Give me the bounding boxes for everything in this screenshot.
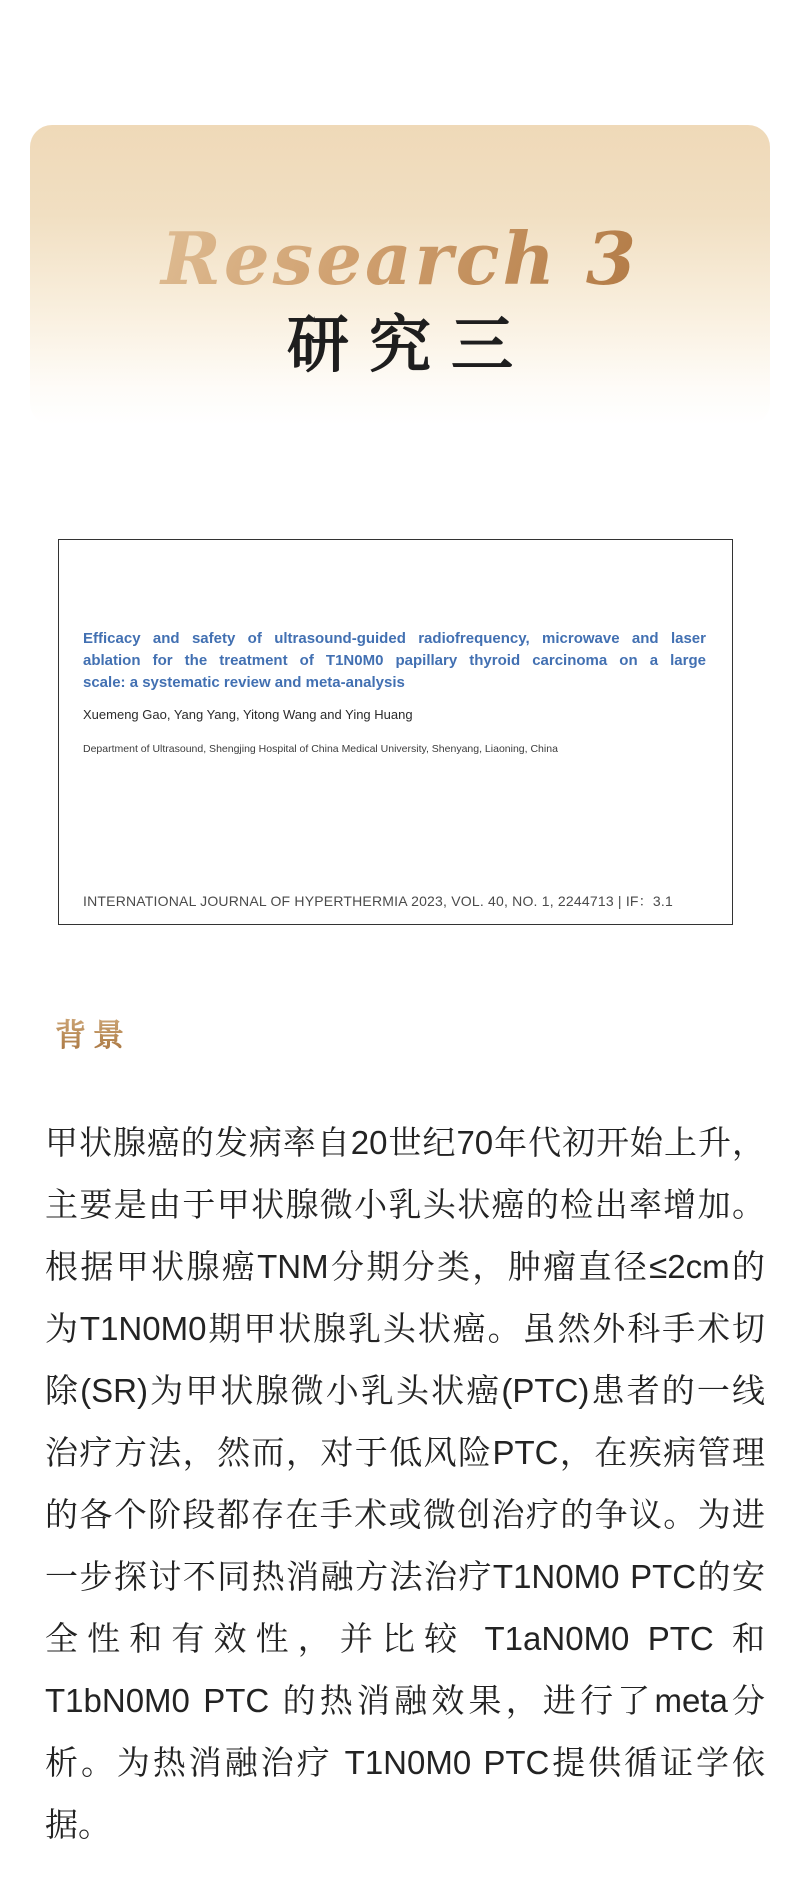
paper-authors: Xuemeng Gao, Yang Yang, Yitong Wang and Ying Huang: [83, 707, 413, 722]
body-text-line: 的各个阶段都存在手术或微创治疗的争议。为进: [45, 1496, 765, 1533]
paper-title-line: scale: a systematic review and meta-analysis: [83, 674, 405, 691]
section-heading-background: 背景: [55, 1016, 131, 1056]
body-text-line: 一步探讨不同热消融方法治疗T1N0M0 PTC的安: [45, 1558, 765, 1595]
banner-english-title: Research 3: [30, 217, 770, 301]
paper-journal-line: INTERNATIONAL JOURNAL OF HYPERTHERMIA 2023, VOL. 40, NO. 1, 2244713 | IF：3.1: [83, 893, 673, 909]
paper-title-line: Efficacy and safety of ultrasound-guided radiofrequency, microwave and laser: [83, 630, 706, 647]
body-text-line: 根据甲状腺癌TNM分期分类，肿瘤直径≤2cm的: [45, 1248, 765, 1285]
body-text-line: 除(SR)为甲状腺微小乳头状癌(PTC)患者的一线: [45, 1372, 765, 1409]
body-text-line: 析。为热消融治疗 T1N0M0 PTC提供循证学依: [45, 1744, 765, 1781]
paper-affiliation: Department of Ultrasound, Shengjing Hospital of China Medical University, Shenyang, Liaoning, China: [83, 743, 558, 755]
header-banner: [30, 125, 770, 425]
body-text-line: 主要是由于甲状腺微小乳头状癌的检出率增加。: [45, 1186, 765, 1223]
paper-citation-card: [58, 539, 733, 925]
body-text-line: T1bN0M0 PTC 的热消融效果，进行了meta分: [45, 1682, 765, 1719]
paper-title: [83, 628, 706, 694]
paper-title-line: ablation for the treatment of T1N0M0 papillary thyroid carcinoma on a large: [83, 652, 706, 669]
banner-chinese-title: 研究三: [286, 312, 533, 380]
background-paragraph: [45, 1112, 765, 1856]
body-text-line: 据。: [45, 1806, 111, 1843]
body-text-line: 全性和有效性，并比较 T1aN0M0 PTC 和: [45, 1620, 765, 1657]
body-text-line: 治疗方法，然而，对于低风险PTC，在疾病管理: [45, 1434, 765, 1471]
body-text-line: 甲状腺癌的发病率自20世纪70年代初开始上升，: [45, 1124, 765, 1161]
body-text-line: 为T1N0M0期甲状腺乳头状癌。虽然外科手术切: [45, 1310, 765, 1347]
